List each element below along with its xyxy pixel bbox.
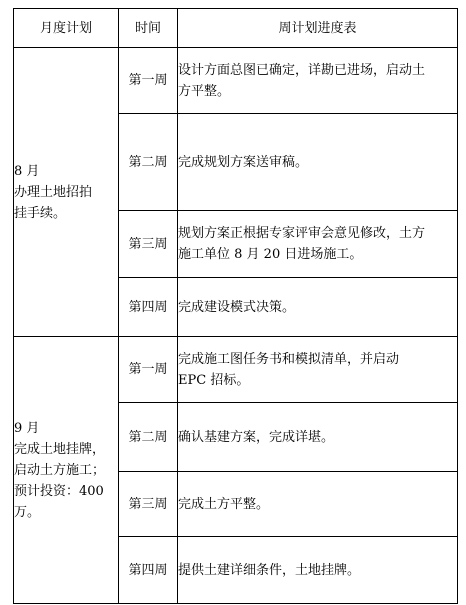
month-plan-line: 万。 <box>14 504 41 520</box>
task-line: 完成规划方案送审稿。 <box>178 154 309 170</box>
task-line: 提供土建详细条件，土地挂牌。 <box>178 562 361 578</box>
table-row <box>14 48 458 114</box>
month-plan-line: 预计投资：400 <box>14 483 104 499</box>
weekly-progress-table <box>13 8 458 604</box>
task-cell <box>178 211 458 278</box>
month-plan-line: 完成土地挂牌， <box>14 441 106 457</box>
task-line: 完成土方平整。 <box>178 496 270 512</box>
task-line: 方平整。 <box>178 83 231 99</box>
task-cell <box>178 114 458 211</box>
task-line: 确认基建方案，完成详堪。 <box>178 429 335 445</box>
week-label: 第一周 <box>119 48 178 114</box>
week-label: 第四周 <box>119 278 178 337</box>
task-line: 设计方面总图已确定，详勘已进场，启动土 <box>178 62 426 78</box>
header-time: 时间 <box>119 9 178 48</box>
task-cell <box>178 472 458 537</box>
task-line: 完成建设模式决策。 <box>178 299 296 315</box>
task-line: 施工单位 8 月 20 日进场施工。 <box>178 247 363 262</box>
task-cell <box>178 403 458 472</box>
header-month-plan: 月度计划 <box>14 9 119 48</box>
month-plan-line: 启动土方施工； <box>14 462 106 478</box>
task-cell <box>178 537 458 604</box>
month-plan-line: 9 月 <box>14 420 40 436</box>
task-line: 完成施工图任务书和模拟清单，并启动 <box>178 351 400 367</box>
week-label: 第三周 <box>119 472 178 537</box>
task-line: EPC 招标。 <box>178 372 250 388</box>
month-plan-cell <box>14 337 119 604</box>
table-row <box>14 337 458 403</box>
month-plan-cell <box>14 48 119 337</box>
week-label: 第一周 <box>119 337 178 403</box>
task-cell <box>178 48 458 114</box>
task-cell <box>178 278 458 337</box>
week-label: 第三周 <box>119 211 178 278</box>
header-row <box>14 9 458 48</box>
task-cell <box>178 337 458 403</box>
month-plan-line: 办理土地招拍 <box>14 184 93 200</box>
task-line: 规划方案正根据专家评审会意见修改，土方 <box>178 226 426 241</box>
header-weekly-progress: 周计划进度表 <box>178 9 458 48</box>
week-label: 第四周 <box>119 537 178 604</box>
week-label: 第二周 <box>119 403 178 472</box>
month-plan-line: 8 月 <box>14 163 40 179</box>
month-plan-line: 挂手续。 <box>14 205 67 221</box>
week-label: 第二周 <box>119 114 178 211</box>
